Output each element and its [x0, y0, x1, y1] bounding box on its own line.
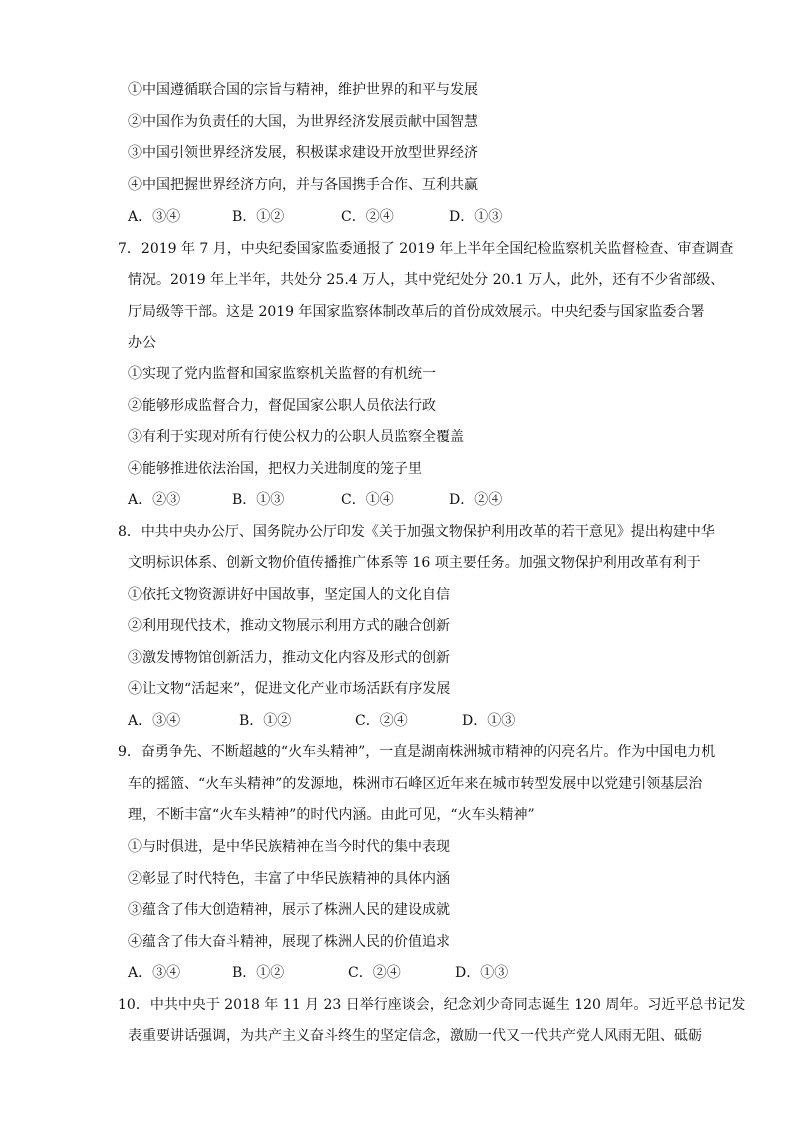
q9-answer-b: B．①② [232, 965, 285, 981]
q8-answer-d: D．①③ [462, 713, 516, 729]
q6-answer-c: C．②④ [341, 209, 394, 225]
q6-option-2: ②中国作为负责任的大国，为世界经济发展贡献中国智慧 [128, 114, 478, 130]
q7-answer-d: D．②④ [449, 492, 503, 508]
q6-option-4: ④中国把握世界经济方向，并与各国携手合作、互利共赢 [128, 177, 478, 193]
q6-option-3: ③中国引领世界经济发展，积极谋求建设开放型世界经济 [128, 145, 478, 161]
q7-stem-line-1: 7．2019 年 7 月，中央纪委国家监委通报了 2019 年上半年全国纪检监察机关监督检查、审查调查 [118, 241, 734, 257]
q6-answer-d: D．①③ [449, 209, 503, 225]
q7-stem-line-4: 办公 [128, 335, 156, 351]
q7-stem-line-2: 情况。2019 年上半年，共处分 25.4 万人，其中党纪处分 20.1 万人，此外，还有不少省部级、 [128, 272, 725, 288]
q9-option-4: ④蕴含了伟大奋斗精神，展现了株洲人民的价值追求 [128, 934, 450, 950]
q8-answer-a: A．③④ [128, 713, 181, 729]
q8-answer-b: B．①② [239, 713, 292, 729]
q9-answer-d: D．①③ [455, 965, 509, 981]
q7-option-1: ①实现了党内监督和国家监察机关监督的有机统一 [128, 366, 436, 382]
q8-option-4: ④让文物“活起来”，促进文化产业市场活跃有序发展 [128, 681, 451, 697]
q6-answer-a: A．③④ [128, 209, 181, 225]
q7-stem-line-3: 厅局级等干部。这是 2019 年国家监察体制改革后的首份成效展示。中央纪委与国家监委合署 [128, 304, 705, 320]
q6-option-1: ①中国遵循联合国的宗旨与精神，维护世界的和平与发展 [128, 82, 478, 98]
q8-option-1: ①依托文物资源讲好中国故事，坚定国人的文化自信 [128, 587, 450, 603]
q10-stem-line-2: 表重要讲话强调，为共产主义奋斗终生的坚定信念，激励一代又一代共产党人风雨无阻、砥砺 [128, 1028, 702, 1044]
q7-answer-c: C．①④ [341, 492, 394, 508]
q8-stem-line-1: 8．中共中央办公厅、国务院办公厅印发《关于加强文物保护利用改革的若干意见》提出构建中华 [118, 524, 715, 540]
q10-stem-line-1: 10．中共中央于 2018 年 11 月 23 日举行座谈会，纪念刘少奇同志诞生 120 周年。习近平总书记发 [118, 997, 746, 1013]
q9-answer-c: C．②④ [348, 965, 401, 981]
q9-option-1: ①与时俱进，是中华民族精神在当今时代的集中表现 [128, 839, 450, 855]
q9-answer-a: A．③④ [128, 965, 181, 981]
q8-option-2: ②利用现代技术，推动文物展示利用方式的融合创新 [128, 618, 450, 634]
q8-option-3: ③激发博物馆创新活力，推动文化内容及形式的创新 [128, 650, 450, 666]
q9-stem-line-1: 9．奋勇争先、不断超越的“火车头精神”，一直是湖南株洲城市精神的闪亮名片。作为中国电力机 [118, 744, 716, 760]
q6-answer-b: B．①② [232, 209, 285, 225]
q9-stem-line-3: 理，不断丰富“火车头精神”的时代内涵。由此可见，“火车头精神” [128, 807, 535, 823]
q9-stem-line-2: 车的摇篮、“火车头精神”的发源地，株洲市石峰区近年来在城市转型发展中以党建引领基层治 [128, 776, 703, 792]
q8-stem-line-2: 文明标识体系、创新文物价值传播推广体系等 16 项主要任务。加强文物保护利用改革有利于 [128, 555, 701, 571]
q7-option-3: ③有利于实现对所有行使公权力的公职人员监察全覆盖 [128, 429, 464, 445]
q7-option-2: ②能够形成监督合力，督促国家公职人员依法行政 [128, 398, 436, 414]
q9-option-3: ③蕴含了伟大创造精神，展示了株洲人民的建设成就 [128, 902, 450, 918]
q8-answer-c: C．②④ [355, 713, 408, 729]
q7-answer-b: B．①③ [232, 492, 285, 508]
q7-answer-a: A．②③ [128, 492, 181, 508]
q7-option-4: ④能够推进依法治国，把权力关进制度的笼子里 [128, 461, 422, 477]
q9-option-2: ②彰显了时代特色，丰富了中华民族精神的具体内涵 [128, 871, 450, 887]
